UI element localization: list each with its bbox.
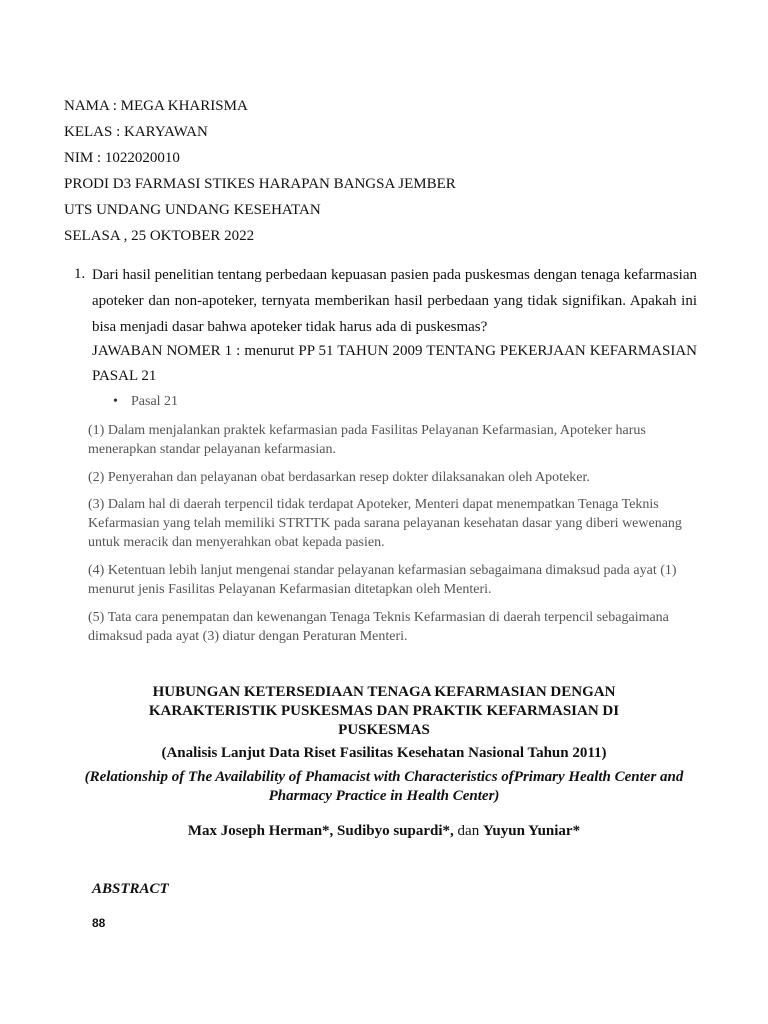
pasal-paragraph-2: (2) Penyerahan dan pelayanan obat berdasarkan resep dokter dilaksanakan oleh Apoteker.: [88, 470, 590, 485]
article-english-title: (Relationship of The Availability of Phamacist with Characteristics ofPrimary Health Center and Pharmacy Practice in Health Center): [84, 769, 684, 804]
author-names-primary: Max Joseph Herman*, Sudibyo supardi*,: [187, 823, 454, 839]
pasal-paragraph-4: (4) Ketentuan lebih lanjut mengenai standar pelayanan kefarmasian sebagaimana dimaksud pada ayat (1) menurut jenis Fasilitas Pelayanan Kefarmasian ditetapkan oleh Menteri.: [88, 563, 677, 597]
question-text: Dari hasil penelitian tentang perbedaan kepuasan pasien pada puskesmas dengan tenaga kefarmasian apoteker dan non-apoteker, ternyata memberikan hasil perbedaan yang tidak signifikan. Apakah ini bisa menjadi dasar bahwa apoteker tidak harus ada di puskesmas?: [92, 267, 697, 335]
question-number: 1.: [74, 266, 86, 282]
exam-date: SELASA , 25 OKTOBER 2022: [64, 228, 255, 244]
answer-text: JAWABAN NOMER 1 : menurut PP 51 TAHUN 2009 TENTANG PEKERJAAN KEFARMASIAN PASAL 21: [92, 343, 697, 384]
student-name: NAMA : MEGA KHARISMA: [64, 98, 248, 114]
pasal-bullet-item: [113, 393, 178, 411]
author-name-last: Yuyun Yuniar*: [482, 823, 581, 839]
pasal-paragraph-3: (3) Dalam hal di daerah terpencil tidak terdapat Apoteker, Menteri dapat menempatkan Tenaga Teknis Kefarmasian yang telah memiliki STRTTK pada sarana pelayanan kesehatan dasar yang diberi wewenang untuk meracik dan menyerahkan obat kepada pasien.: [88, 497, 682, 550]
page-number: 88: [92, 916, 106, 930]
abstract-heading: ABSTRACT: [92, 881, 169, 897]
pasal-title: Pasal 21: [131, 394, 179, 409]
article-authors: [64, 822, 704, 841]
pasal-paragraph-1: (1) Dalam menjalankan praktek kefarmasian pada Fasilitas Pelayanan Kefarmasian, Apoteker harus menerapkan standar pelayanan kefarmasian.: [88, 423, 646, 457]
author-conjunction: dan: [453, 823, 483, 839]
pasal-paragraph-5: (5) Tata cara penempatan dan kewenangan Tenaga Teknis Kefarmasian di daerah terpencil sebagaimana dimaksud pada ayat (3) diatur dengan Peraturan Menteri.: [88, 610, 669, 644]
article-title: HUBUNGAN KETERSEDIAAN TENAGA KEFARMASIAN DENGAN KARAKTERISTIK PUSKESMAS DAN PRAKTIK KEFARMASIAN DI PUSKESMAS: [148, 684, 620, 738]
student-nim: NIM : 1022020010: [64, 150, 180, 166]
student-class: KELAS : KARYAWAN: [64, 124, 208, 140]
bullet-icon: •: [113, 394, 118, 409]
article-subtitle: (Analisis Lanjut Data Riset Fasilitas Kesehatan Nasional Tahun 2011): [161, 745, 607, 761]
study-program: PRODI D3 FARMASI STIKES HARAPAN BANGSA JEMBER: [64, 176, 456, 192]
exam-title: UTS UNDANG UNDANG KESEHATAN: [64, 202, 321, 218]
